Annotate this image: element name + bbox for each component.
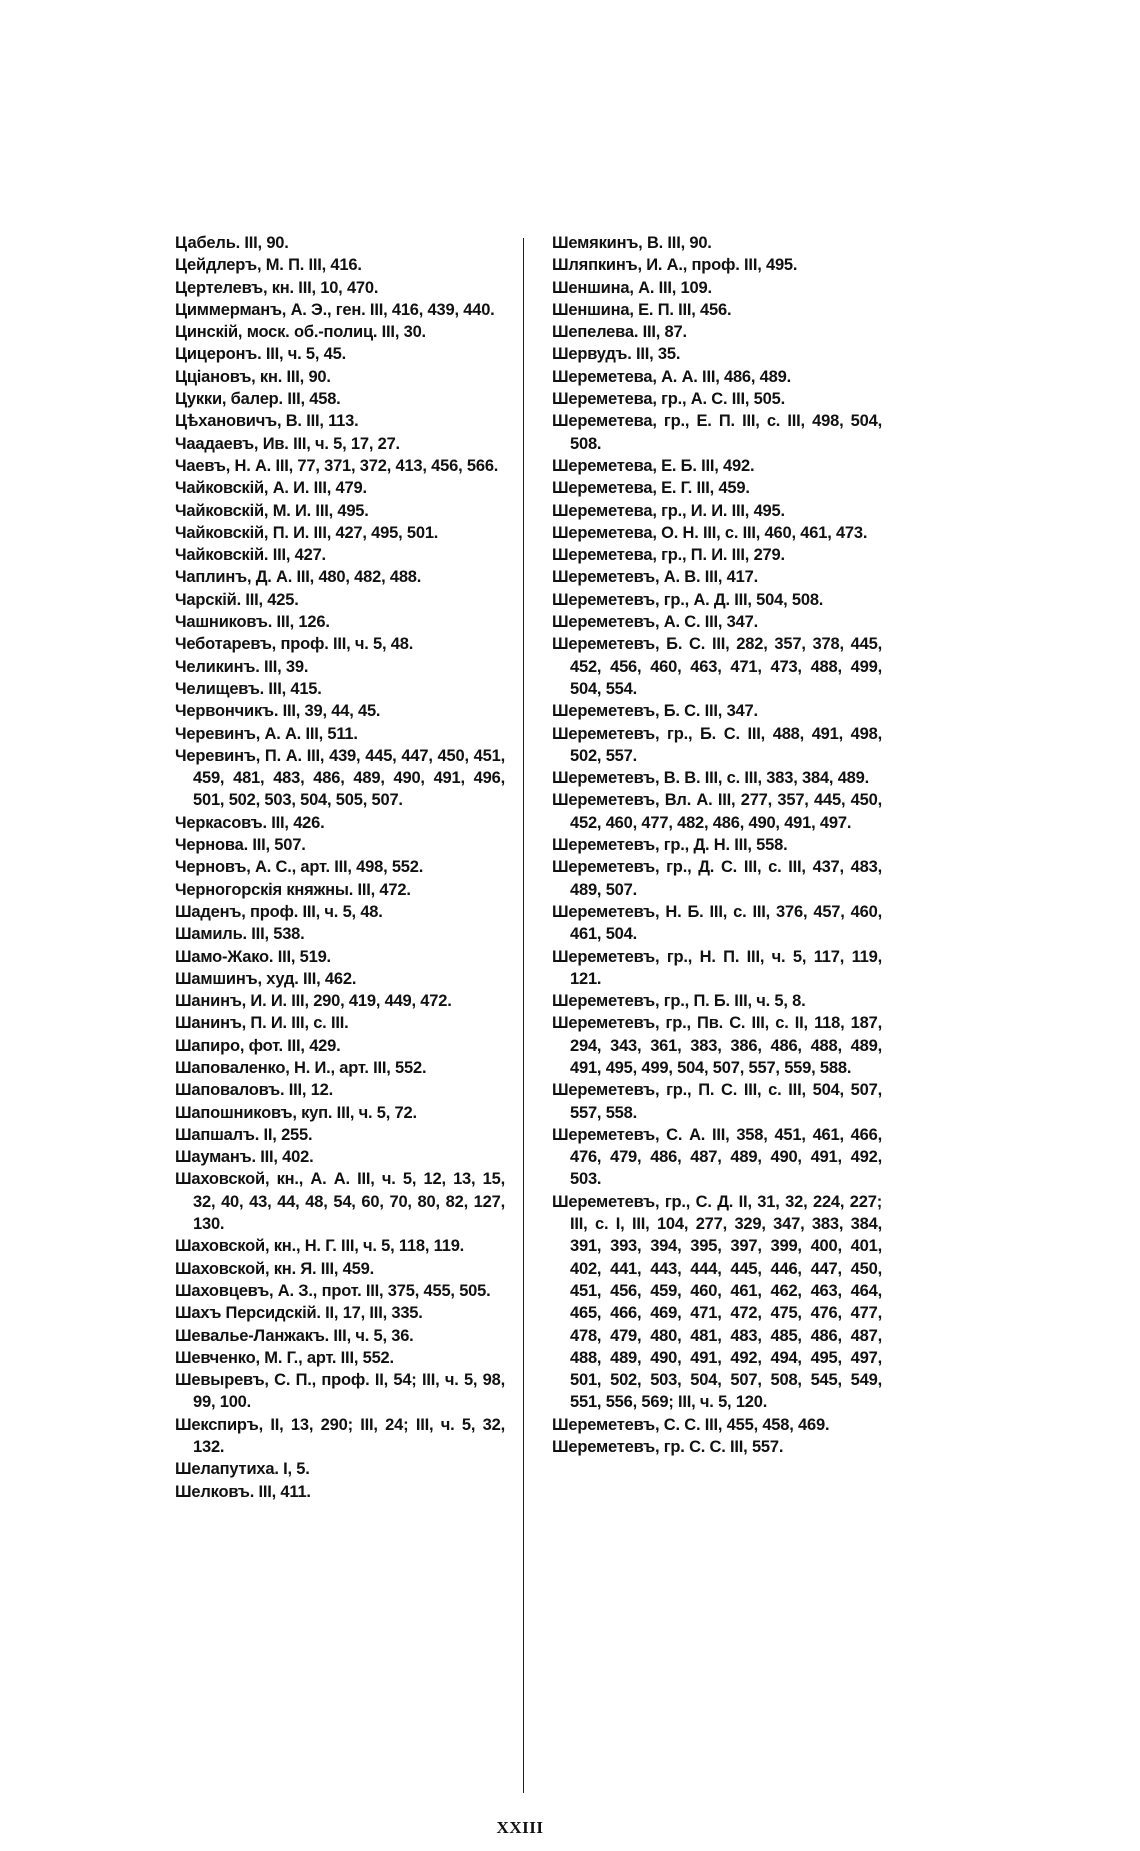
index-entry: Чайковскій, М. И. III, 495.: [175, 501, 369, 520]
index-entry: Шепелева. III, 87.: [552, 323, 687, 342]
index-entry: Черногорскія княжны. III, 472.: [175, 880, 411, 899]
index-entry: Шереметевъ, гр., Д. Н. III, 558.: [552, 836, 788, 855]
index-entry: Черновъ, А. С., арт. III, 498, 552.: [175, 858, 424, 877]
index-entry: Шереметевъ, гр., П. С. III, с. III, 504, 507, 557, 558.: [552, 1081, 882, 1122]
index-entry: Шанинъ, П. И. III, с. III.: [175, 1014, 349, 1033]
index-column-right: [552, 232, 882, 1458]
index-entry: Цѣхановичъ, В. III, 113.: [175, 412, 359, 431]
column-divider: [523, 238, 524, 1793]
index-entry: Шервудъ. III, 35.: [552, 345, 681, 364]
index-entry: Шереметевъ, гр., Н. П. III, ч. 5, 117, 119, 121.: [552, 947, 882, 988]
index-entry: Шереметевъ, А. С. III, 347.: [552, 613, 758, 632]
index-entry: Шеншина, Е. П. III, 456.: [552, 300, 732, 319]
index-entry: Шереметевъ, Вл. А. III, 277, 357, 445, 450, 452, 460, 477, 482, 486, 490, 491, 497.: [552, 791, 882, 832]
index-entry: Шляпкинъ, И. А., проф. III, 495.: [552, 256, 798, 275]
index-entry: Шаповаловъ. III, 12.: [175, 1081, 334, 1100]
index-entry: Шереметевъ, А. В. III, 417.: [552, 568, 758, 587]
index-entry: Шанинъ, И. И. III, 290, 419, 449, 472.: [175, 992, 452, 1011]
index-entry: Шелапутиха. I, 5.: [175, 1460, 310, 1479]
index-entry: Шаповаленко, Н. И., арт. III, 552.: [175, 1058, 427, 1077]
index-entry: Шереметевъ, Б. С. III, 282, 357, 378, 445, 452, 456, 460, 463, 471, 473, 488, 499, 504, 554.: [552, 635, 882, 698]
index-entry: Чайковскій, А. И. III, 479.: [175, 479, 367, 498]
index-entry: Шауманъ. III, 402.: [175, 1148, 314, 1167]
index-entry: Шереметевъ, гр., П. Б. III, ч. 5, 8.: [552, 992, 806, 1011]
index-entry: Чарскій. III, 425.: [175, 590, 299, 609]
index-entry: Чайковскій, П. И. III, 427, 495, 501.: [175, 523, 439, 542]
index-entry: Чаевъ, Н. А. III, 77, 371, 372, 413, 456, 566.: [175, 456, 499, 475]
index-column-left: [175, 232, 505, 1503]
index-entry: Червончикъ. III, 39, 44, 45.: [175, 702, 381, 721]
index-entry: Чаплинъ, Д. А. III, 480, 482, 488.: [175, 568, 422, 587]
index-entry: Шапошниковъ, куп. III, ч. 5, 72.: [175, 1103, 417, 1122]
index-entry: Шереметевъ, Б. С. III, 347.: [552, 702, 758, 721]
index-entry: Чайковскій. III, 427.: [175, 546, 326, 565]
index-entry: Челикинъ. III, 39.: [175, 657, 309, 676]
index-entry: Чеботаревъ, проф. III, ч. 5, 48.: [175, 635, 414, 654]
index-entry: Шаховской, кн., А. А. III, ч. 5, 12, 13, 15, 32, 40, 43, 44, 48, 54, 60, 70, 80, 82, 127, 130.: [175, 1170, 505, 1234]
index-entry: Шереметева, гр., А. С. III, 505.: [552, 390, 785, 409]
index-entry: Шереметевъ, гр., Пв. С. III, с. II, 118, 187, 294, 343, 361, 383, 386, 486, 488, 489, 491, 495, 499, 504, 507, 557, 559, 588.: [552, 1014, 882, 1077]
index-entry: Шамо-Жако. III, 519.: [175, 947, 331, 966]
index-entry: Шереметева, Е. Г. III, 459.: [552, 479, 750, 498]
index-entry: Шевыревъ, С. П., проф. II, 54; III, ч. 5, 98, 99, 100.: [175, 1371, 505, 1412]
index-entry: Шемякинъ, В. III, 90.: [552, 234, 712, 252]
page-number: XXIII: [496, 1818, 544, 1837]
index-entry: Шамшинъ, худ. III, 462.: [175, 969, 357, 988]
index-entry: Шаховской, кн. Я. III, 459.: [175, 1259, 374, 1278]
index-entry: Цціановъ, кн. III, 90.: [175, 367, 331, 386]
index-entry: Шереметевъ, В. В. III, с. III, 383, 384, 489.: [552, 769, 870, 788]
index-entry: Шаденъ, проф. III, ч. 5, 48.: [175, 902, 383, 921]
index-entry: Шелковъ. III, 411.: [175, 1482, 311, 1501]
index-entry: Шапиро, фот. III, 429.: [175, 1036, 341, 1055]
index-entry: Черевинъ, А. А. III, 511.: [175, 724, 358, 743]
index-entry: Чернова. III, 507.: [175, 836, 306, 855]
index-entry: Шереметевъ, гр. С. С. III, 557.: [552, 1438, 784, 1457]
index-entry: Шереметевъ, гр., Б. С. III, 488, 491, 498, 502, 557.: [552, 724, 882, 765]
index-entry: Черевинъ, П. А. III, 439, 445, 447, 450, 451, 459, 481, 483, 486, 489, 490, 491, 496, 501, 502, 503, 504, 505, 507.: [175, 746, 505, 810]
index-entry: Шамиль. III, 538.: [175, 925, 305, 944]
index-entry: Шевалье-Ланжакъ. III, ч. 5, 36.: [175, 1326, 414, 1345]
index-entry: Чаадаевъ, Ив. III, ч. 5, 17, 27.: [175, 434, 400, 453]
index-entry: Шереметева, гр., И. И. III, 495.: [552, 501, 785, 520]
index-entry: Шаховской, кн., Н. Г. III, ч. 5, 118, 119.: [175, 1237, 465, 1256]
index-entry: Шереметева, гр., Е. П. III, с. III, 498, 504, 508.: [552, 412, 882, 453]
index-entry: Шереметева, гр., П. И. III, 279.: [552, 546, 785, 565]
index-entry: Цабель. III, 90.: [175, 234, 289, 252]
index-entry: Шаховцевъ, А. З., прот. III, 375, 455, 505.: [175, 1281, 491, 1300]
index-entry: Шевченко, М. Г., арт. III, 552.: [175, 1348, 394, 1367]
index-entry: Шереметевъ, С. А. III, 358, 451, 461, 466, 476, 479, 486, 487, 489, 490, 491, 492, 503.: [552, 1125, 882, 1189]
index-entry: Шахъ Персидскій. II, 17, III, 335.: [175, 1304, 423, 1323]
index-entry: Шереметевъ, С. С. III, 455, 458, 469.: [552, 1415, 830, 1434]
index-entry: Цертелевъ, кн. III, 10, 470.: [175, 278, 379, 297]
index-entry: Шереметевъ, гр., Д. С. III, с. III, 437, 483, 489, 507.: [552, 858, 882, 899]
index-entry: Цукки, балер. III, 458.: [175, 390, 341, 409]
index-entry: Цицеронъ. III, ч. 5, 45.: [175, 345, 346, 364]
index-entry: Чашниковъ. III, 126.: [175, 613, 330, 632]
index-entry: Шереметева, Е. Б. III, 492.: [552, 456, 755, 475]
index-entry: Цейдлеръ, М. П. III, 416.: [175, 256, 362, 275]
index-entry: Шеншина, А. III, 109.: [552, 278, 712, 297]
index-entry: Шереметева, О. Н. III, с. III, 460, 461, 473.: [552, 523, 868, 542]
index-entry: Черкасовъ. III, 426.: [175, 813, 325, 832]
index-entry: Шереметевъ, гр., А. Д. III, 504, 508.: [552, 590, 824, 609]
index-entry: Шекспиръ, II, 13, 290; III, 24; III, ч. 5, 32, 132.: [175, 1415, 505, 1457]
index-entry: Шереметевъ, Н. Б. III, с. III, 376, 457, 460, 461, 504.: [552, 902, 882, 944]
index-entry: Циммерманъ, А. Э., ген. III, 416, 439, 440.: [175, 300, 495, 319]
index-entry: Шереметевъ, гр., С. Д. II, 31, 32, 224, 227; III, с. I, III, 104, 277, 329, 347, 383, 384, 391, 393, 394, 395, 397, 399, 400, 401, 402, 441, 443, 444, 445, 446, 447, 450, 451, 456, 459, 460, 461, 462, 463, 464, 465, 466, 469, 471, 472, 475, 476, 477, 478, 479, 480, 481, 483, 485, 486, 487, 488, 489, 490, 491, 492, 494, 495, 497, 501, 502, 503, 504, 507, 508, 545, 549, 551, 556, 569; III, ч. 5, 120.: [552, 1192, 882, 1412]
index-entry: Шереметева, А. А. III, 486, 489.: [552, 367, 791, 386]
index-entry: Челищевъ. III, 415.: [175, 679, 322, 698]
index-entry: Цинскій, моск. об.-полиц. III, 30.: [175, 323, 426, 342]
index-entry: Шапшалъ. II, 255.: [175, 1125, 313, 1144]
